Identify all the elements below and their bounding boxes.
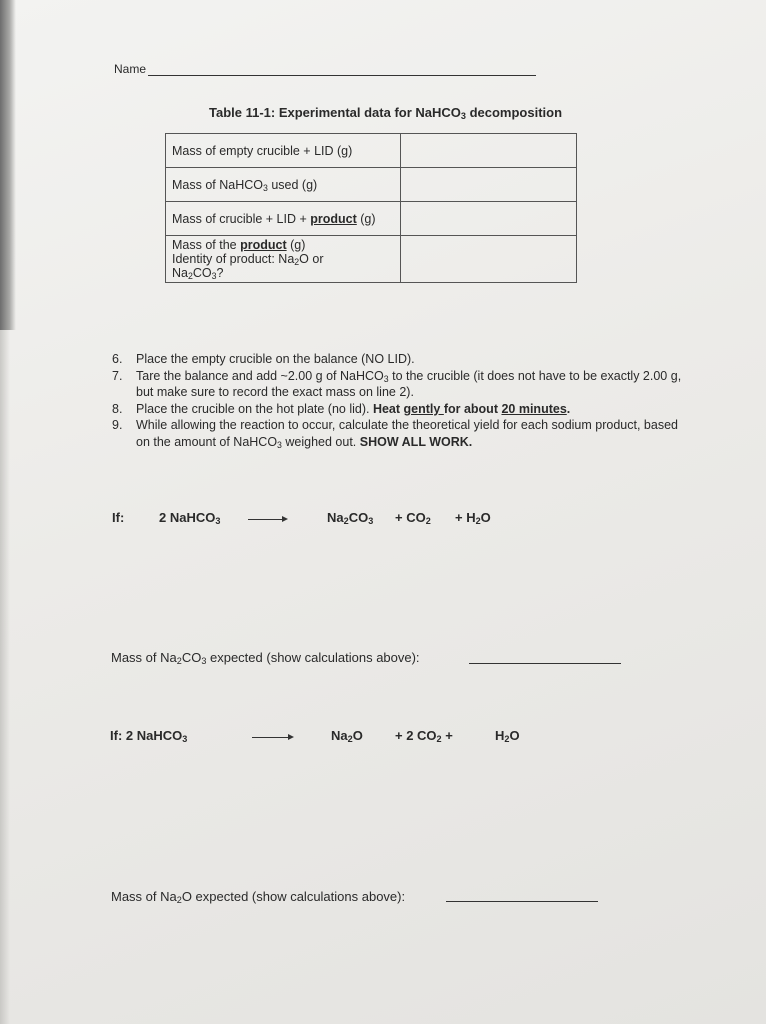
eq1-product-co2: + $CO_2$ [395,510,431,526]
row-label-nahco3-used: Mass of NaHCO$_3$ used (g) [166,168,401,202]
reaction-arrow-icon [252,737,292,738]
na2o-answer-line[interactable] [446,901,598,902]
eq1-if-label: If: [112,510,125,525]
step-text: Tare the balance and add ~2.00 g of NaHCO$_3$ to the crucible (it does not have to be exactly 2.00 g, but make sure to record the exact mass on line 2). [136,368,682,400]
row-label-crucible-lid-product: Mass of crucible + LID + product (g) [166,202,401,236]
table-row [166,236,577,283]
table-row [166,134,577,168]
na2co3-answer-line[interactable] [469,663,621,664]
list-item [112,401,682,418]
row-label-product-mass-identity: Mass of the product (g) Identity of product: $Na_2O$ or $Na_2CO_3$? [166,236,401,283]
procedure-steps [112,351,682,451]
mass-na2co3-question: Mass of $Na_2CO_3$ expected (show calculations above): [111,650,420,666]
eq2-if-reactant: If: 2 NaHCO$_3$ [110,728,188,744]
name-field-line [148,75,536,76]
table-title: Table 11-1: Experimental data for NaHCO$_3$ decomposition [209,105,563,121]
list-item [112,368,682,401]
list-item [112,417,682,450]
mass-na2o-question: Mass of $Na_2O$ expected (show calculations above): [111,889,406,905]
eq2-product-h2o: $H_2O$ [495,728,520,744]
list-item [112,351,682,368]
table-row [166,202,577,236]
table-row [166,168,577,202]
eq1-reactant: 2 NaHCO$_3$ [159,510,221,526]
eq2-product-na2o: $Na_2O$ [331,728,363,744]
value-cell-nahco3-used[interactable] [401,168,577,202]
step-text: While allowing the reaction to occur, calculate the theoretical yield for each sodium product, based on the amount of NaHCO$_3$ weighed out. SHOW ALL WORK. [136,418,678,450]
step-number: 6. [112,352,123,366]
eq1-product-h2o: + $H_2O$ [455,510,491,526]
step-number: 9. [112,418,123,433]
reaction-arrow-icon [248,519,286,520]
eq2-product-co2: + 2 $CO_2$ + [395,728,453,744]
eq1-product-na2co3: $Na_2CO_3$ [327,510,374,526]
value-cell-crucible-lid-product[interactable] [401,202,577,236]
step-text: Place the empty crucible on the balance (NO LID). [136,352,415,366]
step-text: Place the crucible on the hot plate (no lid). Heat gently for about 20 minutes. [136,401,571,416]
photo-edge-shadow [0,330,10,1024]
experimental-data-table [165,133,577,283]
photo-edge-dark [0,0,16,330]
row-label-empty-crucible: Mass of empty crucible + LID (g) [166,134,401,168]
step-number: 7. [112,368,123,383]
value-cell-product-mass-identity[interactable] [401,236,577,283]
value-cell-empty-crucible[interactable] [401,134,577,168]
step-number: 8. [112,401,123,416]
name-label: Name [114,62,147,76]
